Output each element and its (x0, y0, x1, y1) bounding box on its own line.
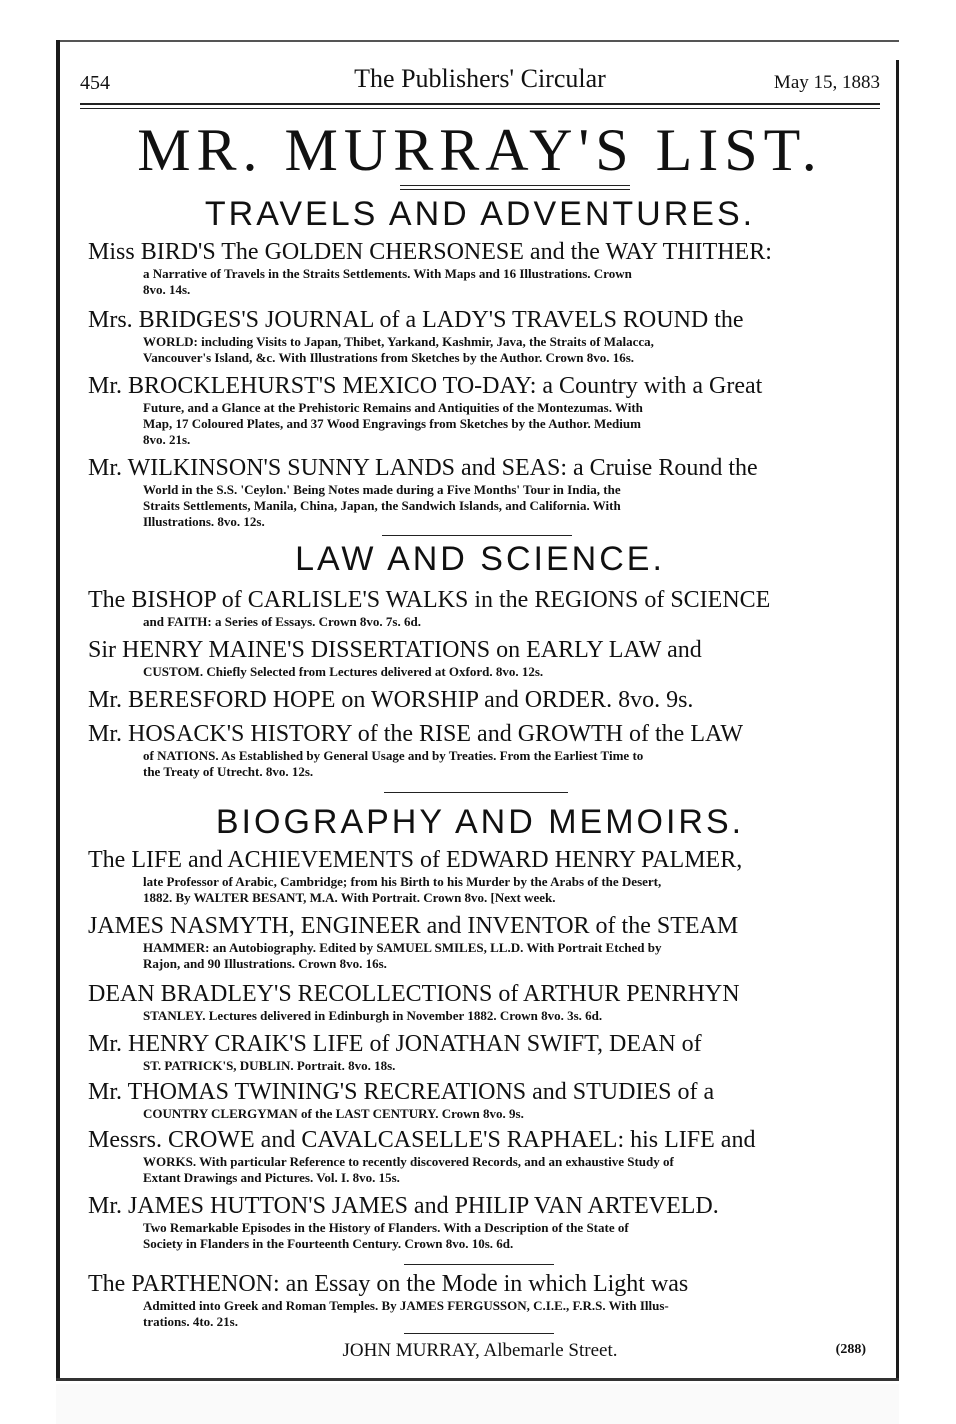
divider-rule (400, 185, 630, 186)
divider-rule (400, 189, 630, 190)
description-line: ST. PATRICK'S, DUBLIN. Portrait. 8vo. 18s. (143, 1058, 396, 1073)
list-item (88, 586, 880, 630)
description-line: the Treaty of Utrecht. 8vo. 12s. (143, 764, 314, 779)
entry-description (143, 400, 880, 448)
border-top (56, 40, 899, 42)
border-bottom (56, 1378, 899, 1381)
entry-title: Mr. BROCKLEHURST'S MEXICO TO-DAY: a Country with a Great (88, 373, 763, 399)
list-item (88, 846, 880, 906)
entry-title: Mr. HENRY CRAIK'S LIFE of JONATHAN SWIFT, DEAN of (88, 1031, 702, 1057)
description-line: STANLEY. Lectures delivered in Edinburgh in November 1882. Crown 8vo. 3s. 6d. (143, 1008, 603, 1023)
header-rule-thin (80, 108, 880, 109)
entry-description (143, 1058, 880, 1074)
entry-description (143, 482, 880, 530)
entry-title: DEAN BRADLEY'S RECOLLECTIONS of ARTHUR PENRHYN (88, 981, 740, 1007)
running-header (80, 62, 880, 98)
entry-description (143, 614, 880, 630)
publisher-imprint: JOHN MURRAY, Albemarle Street. (342, 1340, 618, 1361)
entry-title: Miss BIRD'S The GOLDEN CHERSONESE and the WAY THITHER: (88, 239, 772, 265)
entry-title: The LIFE and ACHIEVEMENTS of EDWARD HENRY PALMER, (88, 847, 743, 873)
list-item (88, 912, 880, 972)
entry-title: Mr. HOSACK'S HISTORY of the RISE and GROWTH of the LAW (88, 721, 744, 747)
description-line: WORLD: including Visits to Japan, Thibet, Yarkand, Kashmir, Java, the Straits of Malacca, (143, 334, 654, 349)
description-line: Straits Settlements, Manila, China, Japan, the Sandwich Islands, and California. With (143, 498, 621, 513)
journal-title: The Publishers' Circular (354, 64, 606, 93)
list-item (88, 372, 880, 448)
list-item (88, 454, 880, 530)
list-item (88, 1030, 880, 1074)
description-line: World in the S.S. 'Ceylon.' Being Notes made during a Five Months' Tour in India, the (143, 482, 621, 497)
section-heading: LAW AND SCIENCE. (295, 540, 665, 578)
page-title: MR. MURRAY'S LIST. (137, 117, 823, 183)
description-line: 1882. By WALTER BESANT, M.A. With Portrait. Crown 8vo. [Next week. (143, 890, 556, 905)
entry-description (143, 664, 880, 680)
description-line: CUSTOM. Chiefly Selected from Lectures delivered at Oxford. 8vo. 12s. (143, 664, 544, 679)
list-item (88, 1192, 880, 1252)
list-item (88, 306, 880, 366)
description-line: Extant Drawings and Pictures. Vol. I. 8vo. 15s. (143, 1170, 400, 1185)
list-item (88, 1078, 880, 1122)
list-item (88, 1270, 880, 1330)
page-margin-bottom (56, 1384, 899, 1424)
description-line: late Professor of Arabic, Cambridge; from his Birth to his Murder by the Arabs of the Desert, (143, 874, 662, 889)
divider-rule (404, 1264, 554, 1265)
section-heading: TRAVELS AND ADVENTURES. (204, 195, 756, 233)
entry-description (143, 1298, 880, 1330)
entry-title: Messrs. CROWE and CAVALCASELLE'S RAPHAEL: his LIFE and (88, 1127, 756, 1153)
description-line: Rajon, and 90 Illustrations. Crown 8vo. 16s. (143, 956, 387, 971)
entry-description (143, 874, 880, 906)
page-number: 454 (80, 72, 110, 94)
divider-rule (382, 535, 572, 536)
entry-title: Mr. WILKINSON'S SUNNY LANDS and SEAS: a Cruise Round the (88, 455, 758, 481)
entry-title: Mr. JAMES HUTTON'S JAMES and PHILIP VAN ARTEVELD. (88, 1193, 719, 1219)
entry-title: JAMES NASMYTH, ENGINEER and INVENTOR of the STEAM (88, 913, 739, 939)
section-heading: BIOGRAPHY AND MEMOIRS. (215, 803, 745, 841)
entry-title: The PARTHENON: an Essay on the Mode in which Light was (88, 1271, 689, 1297)
entry-description (143, 1220, 880, 1252)
advert-code: (288) (835, 1342, 866, 1357)
entry-title: Mr. THOMAS TWINING'S RECREATIONS and STUDIES of a (88, 1079, 715, 1105)
description-line: COUNTRY CLERGYMAN of the LAST CENTURY. Crown 8vo. 9s. (143, 1106, 524, 1121)
entry-description (143, 266, 880, 298)
entry-description (143, 1154, 880, 1186)
description-line: 8vo. 21s. (143, 432, 191, 447)
entry-title: Sir HENRY MAINE'S DISSERTATIONS on EARLY LAW and (88, 637, 702, 663)
list-item (88, 1126, 880, 1186)
border-left (56, 40, 60, 1380)
entry-title: Mrs. BRIDGES'S JOURNAL of a LADY'S TRAVELS ROUND the (88, 307, 744, 333)
list-item (88, 980, 880, 1024)
entry-description (143, 940, 880, 972)
description-line: Illustrations. 8vo. 12s. (143, 514, 265, 529)
entry-description (143, 748, 880, 780)
description-line: trations. 4to. 21s. (143, 1314, 238, 1329)
description-line: a Narrative of Travels in the Straits Settlements. With Maps and 16 Illustrations. Crown (143, 266, 632, 281)
description-line: of NATIONS. As Established by General Usage and by Treaties. From the Earliest Time to (143, 748, 644, 763)
description-line: Admitted into Greek and Roman Temples. By JAMES FERGUSSON, C.I.E., F.R.S. With Illus- (143, 1298, 669, 1313)
footer (80, 1340, 880, 1370)
description-line: WORKS. With particular Reference to recently discovered Records, and an exhaustive Study of (143, 1154, 674, 1169)
header-rule (80, 103, 880, 105)
description-line: and FAITH: a Series of Essays. Crown 8vo. 7s. 6d. (143, 614, 421, 629)
description-line: Map, 17 Coloured Plates, and 37 Wood Engravings from Sketches by the Author. Medium (143, 416, 641, 431)
border-right (896, 60, 899, 1380)
entry-description (143, 1008, 880, 1024)
description-line: 8vo. 14s. (143, 282, 191, 297)
entry-description (143, 334, 880, 366)
entry-description (143, 1106, 880, 1122)
description-line: Two Remarkable Episodes in the History of Flanders. With a Description of the State of (143, 1220, 629, 1235)
description-line: Future, and a Glance at the Prehistoric Remains and Antiquities of the Montezumas. With (143, 400, 643, 415)
divider-rule (384, 792, 568, 793)
description-line: Vancouver's Island, &c. With Illustrations from Sketches by the Author. Crown 8vo. 16s. (143, 350, 635, 365)
entry-title: The BISHOP of CARLISLE'S WALKS in the REGIONS of SCIENCE (88, 587, 771, 613)
list-item (88, 686, 880, 714)
issue-date: May 15, 1883 (773, 72, 880, 93)
entry-title: Mr. BERESFORD HOPE on WORSHIP and ORDER. 8vo. 9s. (88, 687, 694, 713)
list-item (88, 238, 880, 298)
divider-rule (404, 1333, 554, 1334)
description-line: HAMMER: an Autobiography. Edited by SAMUEL SMILES, LL.D. With Portrait Etched by (143, 940, 662, 955)
description-line: Society in Flanders in the Fourteenth Century. Crown 8vo. 10s. 6d. (143, 1236, 514, 1251)
list-item (88, 636, 880, 680)
list-item (88, 720, 880, 780)
